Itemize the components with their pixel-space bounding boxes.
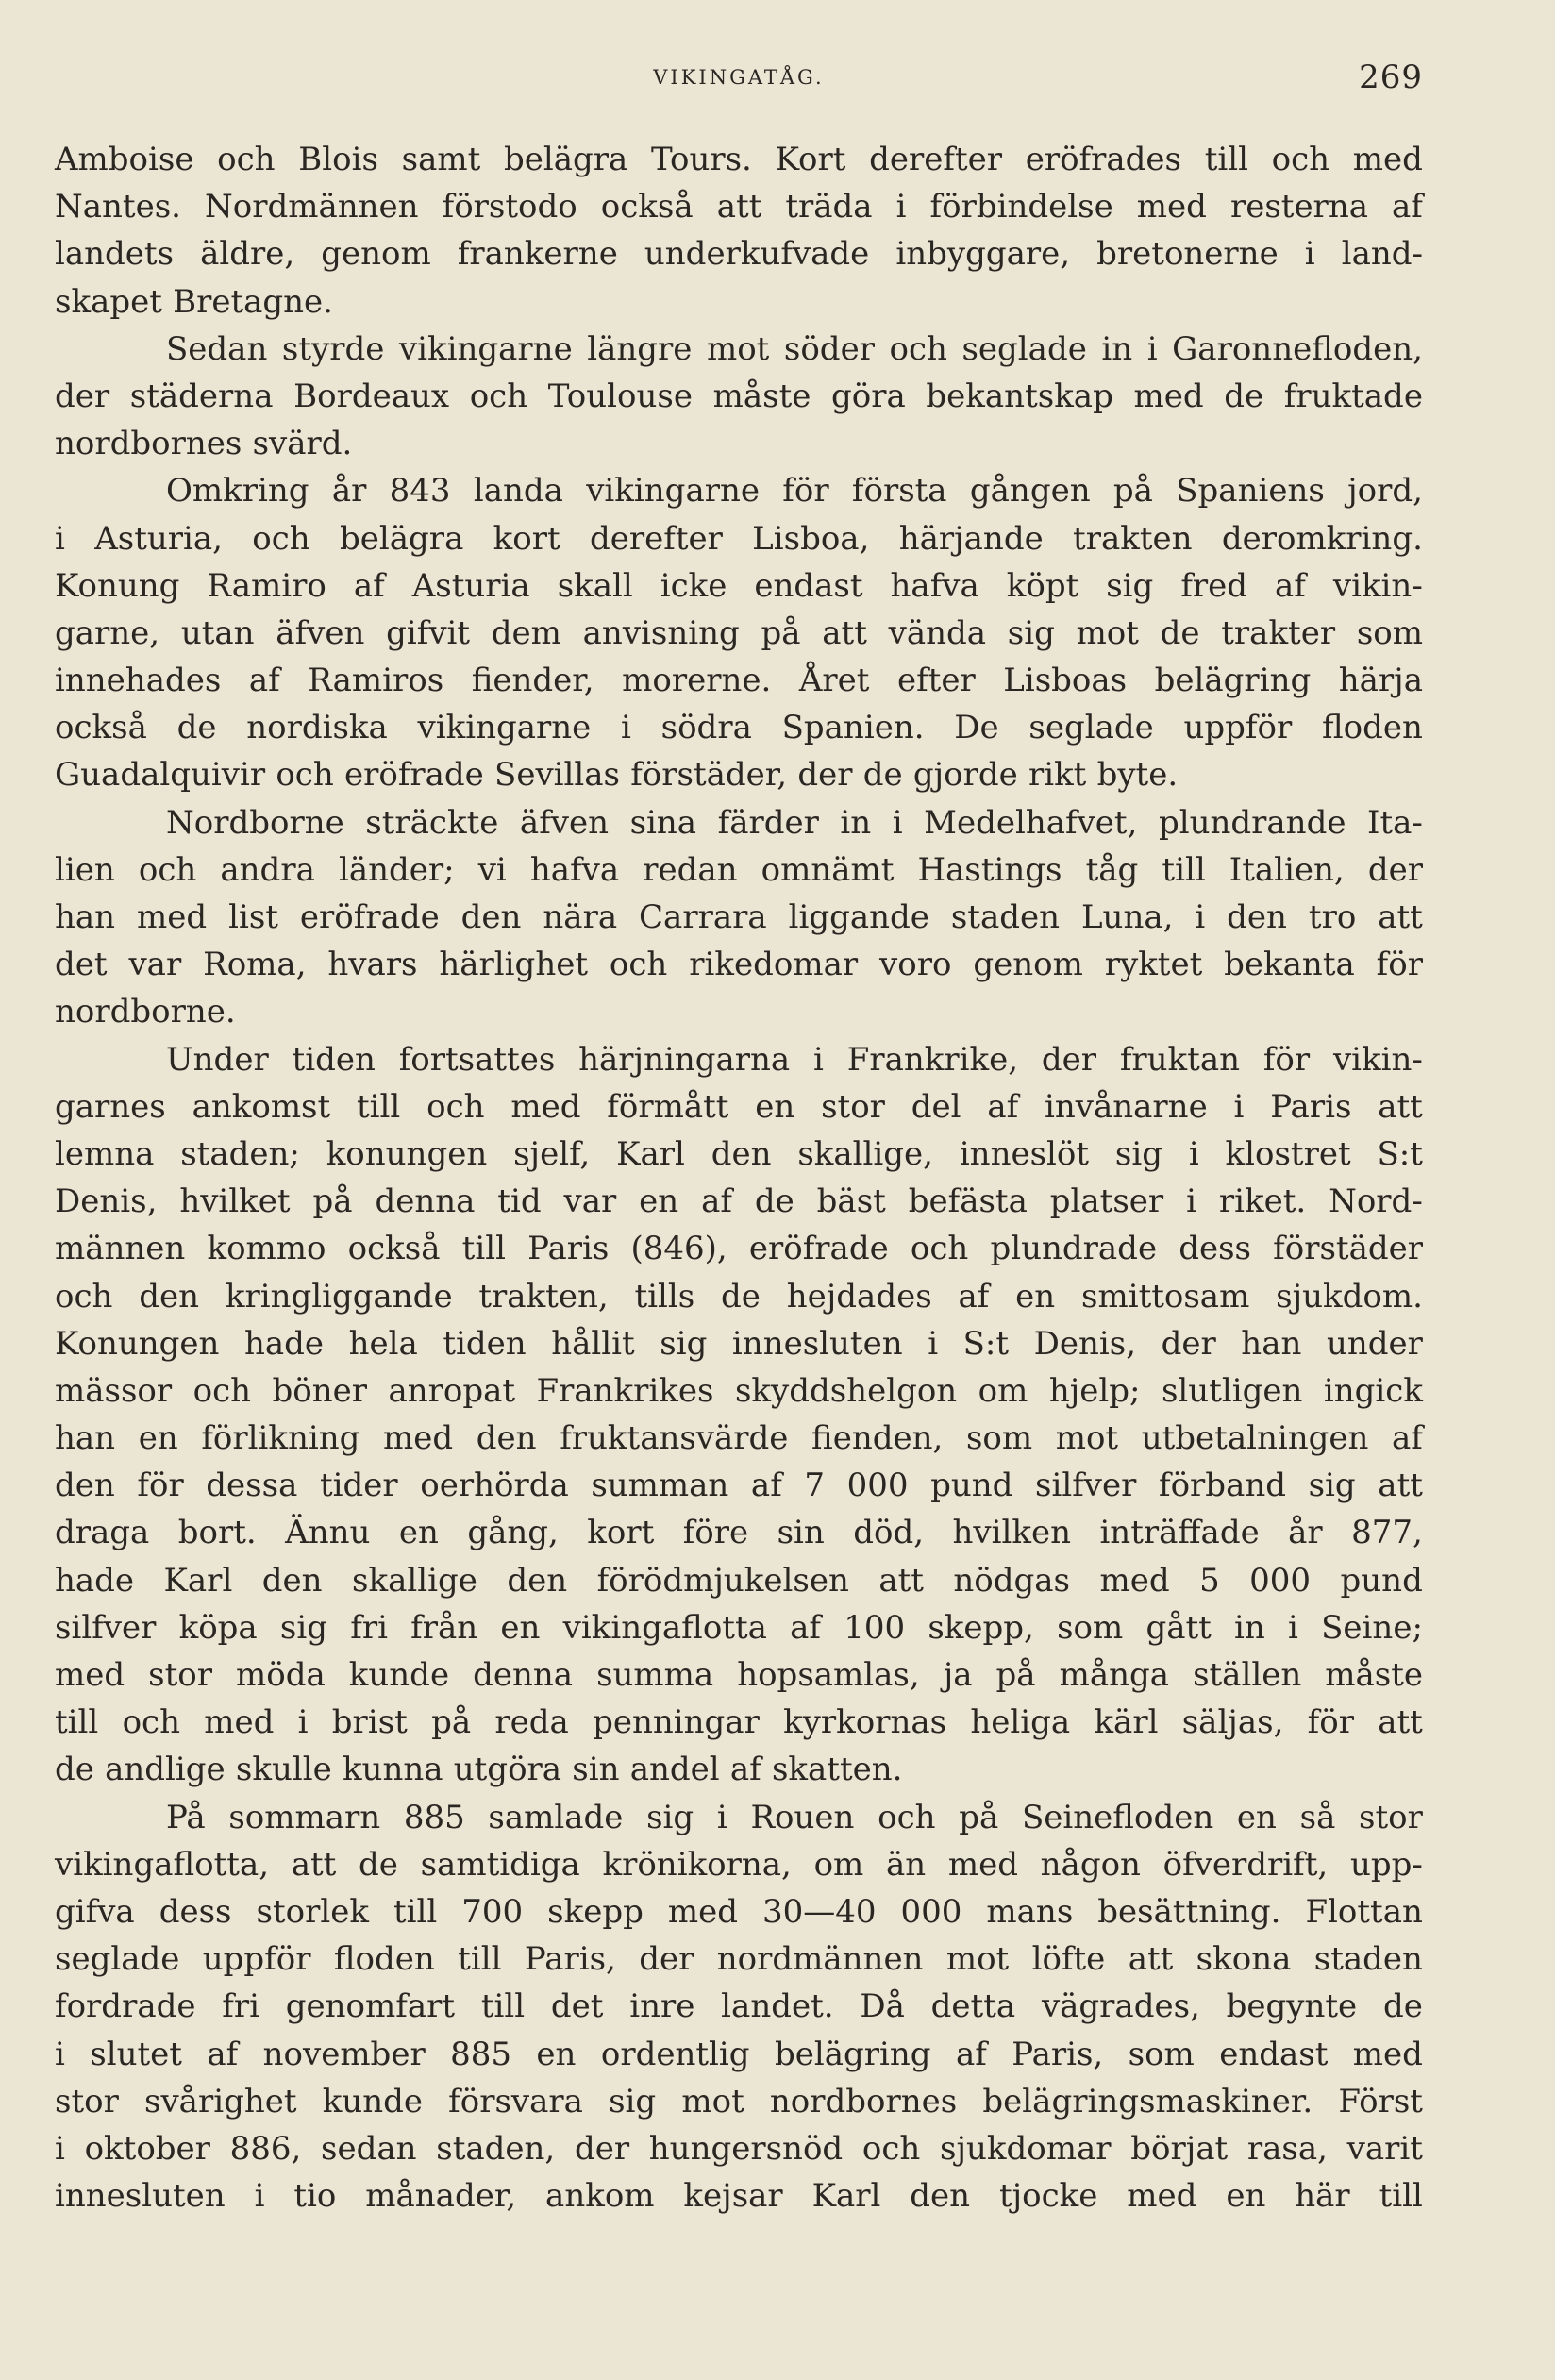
text-line: landets äldre, genom frankerne underkufvade inbyggare, bretonerne i land- [55, 235, 1423, 274]
text-line: Nantes. Nordmännen förstodo också att träda i förbindelse med resterna af [55, 188, 1423, 226]
text-line: de andlige skulle kunna utgöra sin andel af skatten. [55, 1751, 903, 1789]
text-line: och den kringliggande trakten, tills de hejdades af en smittosam sjukdom. [55, 1277, 1423, 1316]
text-line: innesluten i tio månader, ankom kejsar Karl den tjocke med en här till [55, 2177, 1423, 2216]
text-line: der städerna Bordeaux och Toulouse måste göra bekantskap med de fruktade [55, 377, 1423, 415]
text-line: På sommarn 885 samlade sig i Rouen och på Seinefloden en så stor [166, 1798, 1423, 1836]
text-line: Nordborne sträckte äfven sina färder in i Medelhafvet, plundrande Ita- [166, 803, 1423, 842]
text-line: innehades af Ramiros fiender, morerne. Året efter Lisboas belägring härja [55, 662, 1423, 700]
text-line: i Asturia, och belägra kort derefter Lisboa, härjande trakten deromkring. [55, 519, 1423, 558]
text-line: Denis, hvilket på denna tid var en af de bäst befästa platser i riket. Nord- [55, 1182, 1423, 1221]
text-line: Konungen hade hela tiden hållit sig innesluten i S:t Denis, der han under [55, 1324, 1423, 1363]
text-line: nordborne. [55, 993, 236, 1031]
text-line: Amboise och Blois samt belägra Tours. Kort derefter eröfrades till och med [55, 141, 1423, 178]
text-line: Guadalquivir och eröfrade Sevillas förstäder, der de gjorde rikt byte. [55, 756, 1179, 795]
page-number: 269 [1359, 59, 1423, 96]
text-line: Konung Ramiro af Asturia skall icke endast hafva köpt sig fred af vikin- [55, 566, 1423, 605]
text-line: i slutet af november 885 en ordentlig belägring af Paris, som endast med [55, 2035, 1423, 2073]
text-line: vikingaflotta, att de samtidiga krönikorna, om än med någon öfverdrift, upp- [55, 1845, 1423, 1884]
text-line: männen kommo också till Paris (846), eröfrade och plundrade dess förstäder [55, 1230, 1423, 1268]
text-line: hade Karl den skallige den förödmjukelsen att nödgas med 5 000 pund [55, 1561, 1423, 1600]
text-line: lien och andra länder; vi hafva redan omnämt Hastings tåg till Italien, der [55, 850, 1423, 889]
text-line: gifva dess storlek till 700 skepp med 30—40 000 mans besättning. Flottan [55, 1892, 1423, 1931]
text-line: med stor möda kunde denna summa hopsamlas, ja på många ställen måste [55, 1656, 1423, 1694]
text-line: seglade uppför floden till Paris, der nordmännen mot löfte att skona staden [55, 1940, 1423, 1979]
text-line: i oktober 886, sedan staden, der hungersnöd och sjukdomar börjat rasa, varit [55, 2129, 1423, 2168]
text-line: nordbornes svärd. [55, 425, 353, 463]
running-head [55, 59, 1423, 96]
text-line: garne, utan äfven gifvit dem anvisning på att vända sig mot de trakter som [55, 613, 1423, 652]
text-line: Omkring år 843 landa vikingarne för första gången på Spaniens jord, [166, 472, 1423, 511]
text-line: lemna staden; konungen sjelf, Karl den skallige, inneslöt sig i klostret S:t [55, 1134, 1423, 1173]
text-line: den för dessa tider oerhörda summan af 7 000 pund silfver förband sig att [55, 1467, 1423, 1505]
text-line: också de nordiska vikingarne i södra Spanien. De seglade uppför floden [55, 709, 1423, 747]
body-text [55, 136, 1423, 2220]
text-line: det var Roma, hvars härlighet och rikedomar voro genom ryktet bekanta för [55, 946, 1423, 984]
text-line: stor svårighet kunde försvara sig mot nordbornes belägringsmaskiner. Först [55, 2082, 1423, 2120]
text-line: Sedan styrde vikingarne längre mot söder och seglade in i Garonnefloden, [166, 329, 1423, 368]
text-line: han en förlikning med den fruktansvärde fienden, som mot utbetalningen af [55, 1419, 1423, 1458]
text-line: silfver köpa sig fri från en vikingaflotta af 100 skepp, som gått in i Seine; [55, 1608, 1423, 1647]
text-line: skapet Bretagne. [55, 282, 333, 321]
text-line: han med list eröfrade den nära Carrara liggande staden Luna, i den tro att [55, 898, 1423, 936]
text-line: mässor och böner anropat Frankrikes skyddshelgon om hjelp; slutligen ingick [55, 1371, 1423, 1410]
text-line: fordrade fri genomfart till det inre landet. Då detta vägrades, begynte de [55, 1987, 1423, 2026]
running-title: VIKINGATÅG. [653, 66, 825, 89]
text-line: garnes ankomst till och med förmått en stor del af invånarne i Paris att [55, 1087, 1423, 1126]
text-line: till och med i brist på reda penningar kyrkornas heliga kärl säljas, för att [55, 1703, 1423, 1742]
text-line: draga bort. Ännu en gång, kort före sin död, hvilken inträffade år 877, [55, 1514, 1423, 1552]
text-line: Under tiden fortsattes härjningarna i Frankrike, der fruktan för vikin- [166, 1040, 1423, 1079]
